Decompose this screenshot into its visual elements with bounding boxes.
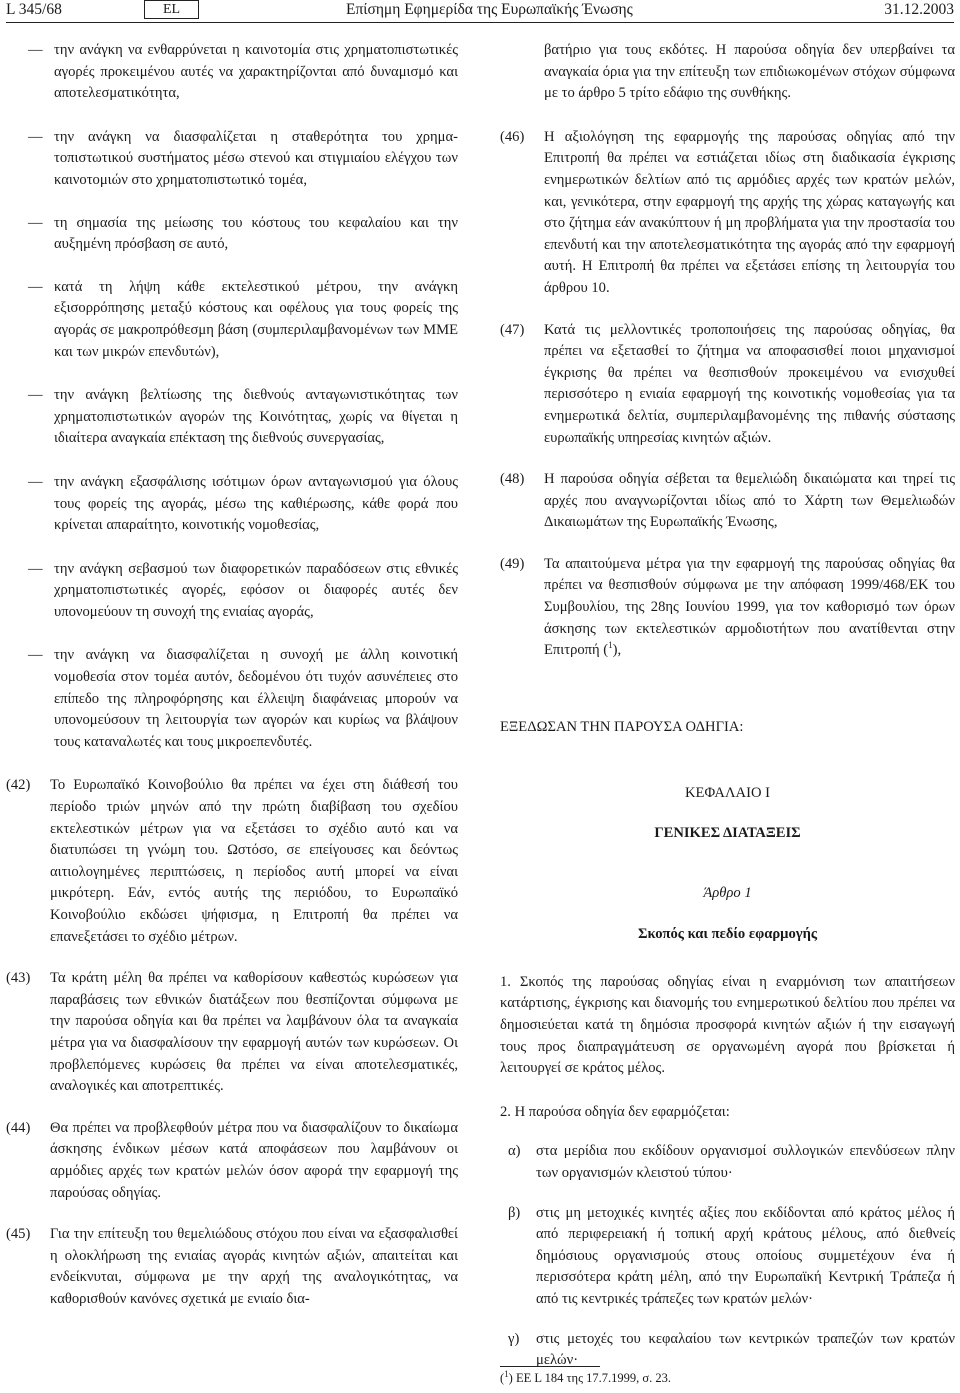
left-column	[6, 40, 458, 1311]
chapter-title: ΓΕΝΙΚΕΣ ΔΙΑΤΑΞΕΙΣ	[654, 825, 801, 842]
indent-item: — την ανάγκη να ενθαρρύνεται η καινοτομία στις χρηματοπιστωτικές αγορές προκειμένου αυτές να χαρακτηρίζονται από δυναμισμό και αποτελεσματικότητα,	[28, 42, 458, 102]
recital-42: (42) Το Ευρωπαϊκό Κοινοβούλιο θα πρέπει να έχει στη διάθεσή του περίοδο τριών μηνών από την πρώτη διαβίβαση του σχεδίου εκτελεστικών μέτρων για να εξετάσει το σχέδιο αυτό και να διατυπώσει τη γνώμη του. Ωστόσο, σε επείγουσες και δεόντως αιτιολογημένες περιπτώσεις, η περίοδος αυτή μπορεί να είναι μικρότερη. Εάν, εντός αυτής της περιόδου, το Ευρωπαϊκό Κοινοβούλιο εκδώσει ψήφισμα, η Επιτροπή θα πρέπει να επανεξετάσει το σχέδιο μέτρων.	[6, 777, 458, 945]
recital-45-continuation: βατήριο για τους εκδότες. Η παρούσα οδηγία δεν υπερβαίνει τα αναγκαία όρια για την επίτευξη των επιδιωκομένων στόχων σύμφωνα με το άρθρο 5 τρίτο εδάφιο της συνθήκης.	[544, 42, 955, 102]
language-badge: EL	[144, 0, 199, 19]
chapter-heading: ΚΕΦΑΛΑΙΟ I	[685, 785, 770, 802]
indent-item: — την ανάγκη να διασφαλίζεται η συνοχή με άλλη κοινοτική νομοθεσία στον τομέα αυτόν, δεδομένου ότι τυχόν ασυνέπειες στο επίπεδο της πληροφόρησης και έλλειψη διαφάνειας μπορούν να υπονομεύσουν τη λειτουργία των αγορών και κυρίως να βλάψουν τους καταναλωτές και τους μικροεπενδυτές.	[28, 647, 458, 750]
indent-item: — τη σημασία της μείωσης του κόστους του κεφαλαίου και την αυξημένη πρόσβαση σε αυτό,	[28, 214, 458, 253]
recital-45: (45) Για την επίτευξη του θεμελιώδους στόχου που είναι να εξασφαλισθεί η ολοκλήρωση της ενιαίας αγοράς κινητών αξιών, απαιτείται και ενδείκνυται, σύμφωνα με την αρχή της αναλογικότητας, να καθορισθούν κανόνες σχετικά με ενιαίο δια-	[6, 1226, 458, 1307]
recital-49: (49) Τα απαιτούμενα μέτρα για την εφαρμογή της παρούσας οδηγίας θα πρέπει να θεσπισθούν σύμφωνα με την απόφαση 1999/468/ΕΚ του Συμβουλίου, της 28ης Ιουνίου 1999, για τον καθορισμό των όρων άσκησης των εκτελεστικών αρμοδιοτήτων που ανατίθενται στην Επιτροπή ($^1$),	[500, 555, 955, 659]
page-reference: L 345/68	[6, 1, 62, 18]
recital-43: (43) Τα κράτη μέλη θα πρέπει να καθορίσουν καθεστώς κυρώσεων για παραβάσεις των εθνικών διατάξεων που θεσπίζονται σύμφωνα με την παρούσα οδηγία και θα πρέπει να λαμβάνουν όλα τα αναγκαία μέτρα για να διασφαλίσουν την εφαρμογή αυτών των κυρώσεων. Οι προβλεπόμενες κυρώσεις θα πρέπει να είναι αποτελεσματικές, αναλογικές και αποτρεπτικές.	[6, 970, 458, 1095]
footnote-ref[interactable]: 1	[608, 640, 613, 651]
list-item: β) στις μη μετοχικές κινητές αξίες που εκδίδονται από κράτος μέλος ή από περιφερειακή ή τοπική αρχή κράτους μέλους, από διεθνείς δημόσιους οργανισμούς στους οποίους συμμετέχουν ένα ή περισσότερα κράτη μέλη, από την Ευρωπαϊκή Κεντρική Τράπεζα ή από τις κεντρικές τράπεζες των κρατών μελών·	[508, 1204, 955, 1307]
publication-date: 31.12.2003	[884, 1, 954, 18]
recital-46: (46) Η αξιολόγηση της εφαρμογής της παρούσας οδηγίας από την Επιτροπή θα πρέπει να εστιάζεται ιδίως στη διαδικασία έγκρισης ενημερωτικών δελτίων από τις αρμόδιες αρχές των κρατών μελών, και, γενικότερα, στην εφαρμογή της αρχής της χώρας καταγωγής και στο ζήτημα εάν ανακύπτουν ή μη προβλήματα για την προστασία του επενδυτή και την αποτελεσματικότητα της αγοράς από την εφαρμογή αυτή. Η Επιτροπή θα πρέπει να εξετάσει επίσης τη λειτουργία του άρθρου 10.	[500, 128, 955, 296]
footnote: ($^1$) ΕΕ L 184 της 17.7.1999, σ. 23.	[500, 1368, 672, 1385]
footnote-divider	[500, 1366, 600, 1367]
recital-44: (44) Θα πρέπει να προβλεφθούν μέτρα που να διασφαλίζουν το δικαίωμα άσκησης ένδικων μέσων κατά αποφάσεων που λαμβάνουν οι αρμόδιες αρχές των κρατών μελών όσον αφορά την εφαρμογή της παρούσας οδηγίας.	[6, 1119, 458, 1201]
recital-48: (48) Η παρούσα οδηγία σέβεται τα θεμελιώδη δικαιώματα και τηρεί τις αρχές που αναγνωρίζονται ιδίως από το Χάρτη των Θεμελιωδών Δικαιωμάτων της Ευρωπαϊκής Ένωσης,	[500, 471, 955, 531]
recital-47: (47) Κατά τις μελλοντικές τροποποιήσεις της παρούσας οδηγίας, θα πρέπει να εξετασθεί το ζήτημα να αποφασισθεί ποιοι μηχανισμοί έγκρισης θα πρέπει να θεσπισθούν προκειμένου να ενισχυθεί περισσότερο η ενιαία εφαρμογή της κοινοτικής νομοθεσίας για τα ενημερωτικά δελτία, συμπεριλαμβανομένης της πιθανής σύστασης ευρωπαϊκής υπηρεσίας κινητών αξιών.	[500, 321, 955, 446]
indent-item: — την ανάγκη να διασφαλίζεται η σταθερότητα του χρηματοπιστωτικού συστήματος μέσω στενού και στιγμιαίου ελέγχου των καινοτομιών στο χρηματοπιστωτικό τομέα,	[28, 128, 458, 188]
list-item: α) στα μερίδια που εκδίδουν οργανισμοί συλλογικών επενδύσεων πλην των οργανισμών κλειστού τύπου·	[508, 1143, 955, 1181]
article-paragraph-2: 2. Η παρούσα οδηγία δεν εφαρμόζεται:	[500, 1103, 730, 1120]
article-title: Σκοπός και πεδίο εφαρμογής	[637, 926, 818, 943]
indent-item: — την ανάγκη εξασφάλισης ισότιμων όρων ανταγωνισμού για όλους τους φορείς της αγοράς, μέσω της καθιέρωσης, κάθε φορά που κρίνεται απαραίτητο, κοινοτικής νομοθεσίας,	[28, 473, 458, 534]
journal-title: Επίσημη Εφημερίδα της Ευρωπαϊκής Ένωσης	[346, 1, 633, 18]
indent-item: — την ανάγκη σεβασμού των διαφορετικών παραδόσεων στις εθνικές χρηματοπιστωτικές αγορές, εφόσον οι διαφορές αυτές δεν υπονομεύουν τη συνοχή της ενιαίας αγοράς,	[28, 560, 458, 620]
indent-item: — κατά τη λήψη κάθε εκτελεστικού μέτρου, την ανάγκη εξισορρόπησης μεταξύ κόστους και οφέλους για τους φορείς της αγοράς σε μακροπρόθεσμη βάση (συμπεριλαμβανομένων των ΜΜΕ και των μικρών επενδυτών),	[28, 278, 458, 360]
indent-item: — την ανάγκη βελτίωσης της διεθνούς ανταγωνιστικότητας των χρηματοπιστωτικών αγορών της Κοινότητας, χωρίς να θίγεται η ιδιαίτερα αναγκαία επέκταση της διεθνούς συνεργασίας,	[28, 387, 458, 447]
article-paragraph-1: 1. Σκοπός της παρούσας οδηγίας είναι η εναρμόνιση των απαιτήσεων κατάρτισης, έγκρισης και διανομής του ενημερωτικού δελτίου που πρέπει να δημοσιεύεται κατά τη δημόσια προσφορά κινητών αξιών ή την εισαγωγή τους προς διαπραγμάτευση σε οργανωμένη αγορά που βρίσκεται ή λειτουργεί σε κράτος μέλος.	[500, 973, 955, 1077]
adoption-statement: ΕΞΕΔΩΣΑΝ ΤΗΝ ΠΑΡΟΥΣΑ ΟΔΗΓΙΑ:	[500, 718, 744, 735]
right-column	[500, 40, 955, 1372]
page-header	[6, 0, 954, 23]
list-item: γ) στις μετοχές του κεφαλαίου των κεντρικών τραπεζών των κρατών μελών·	[508, 1330, 955, 1369]
article-heading: Άρθρο 1	[703, 884, 752, 901]
